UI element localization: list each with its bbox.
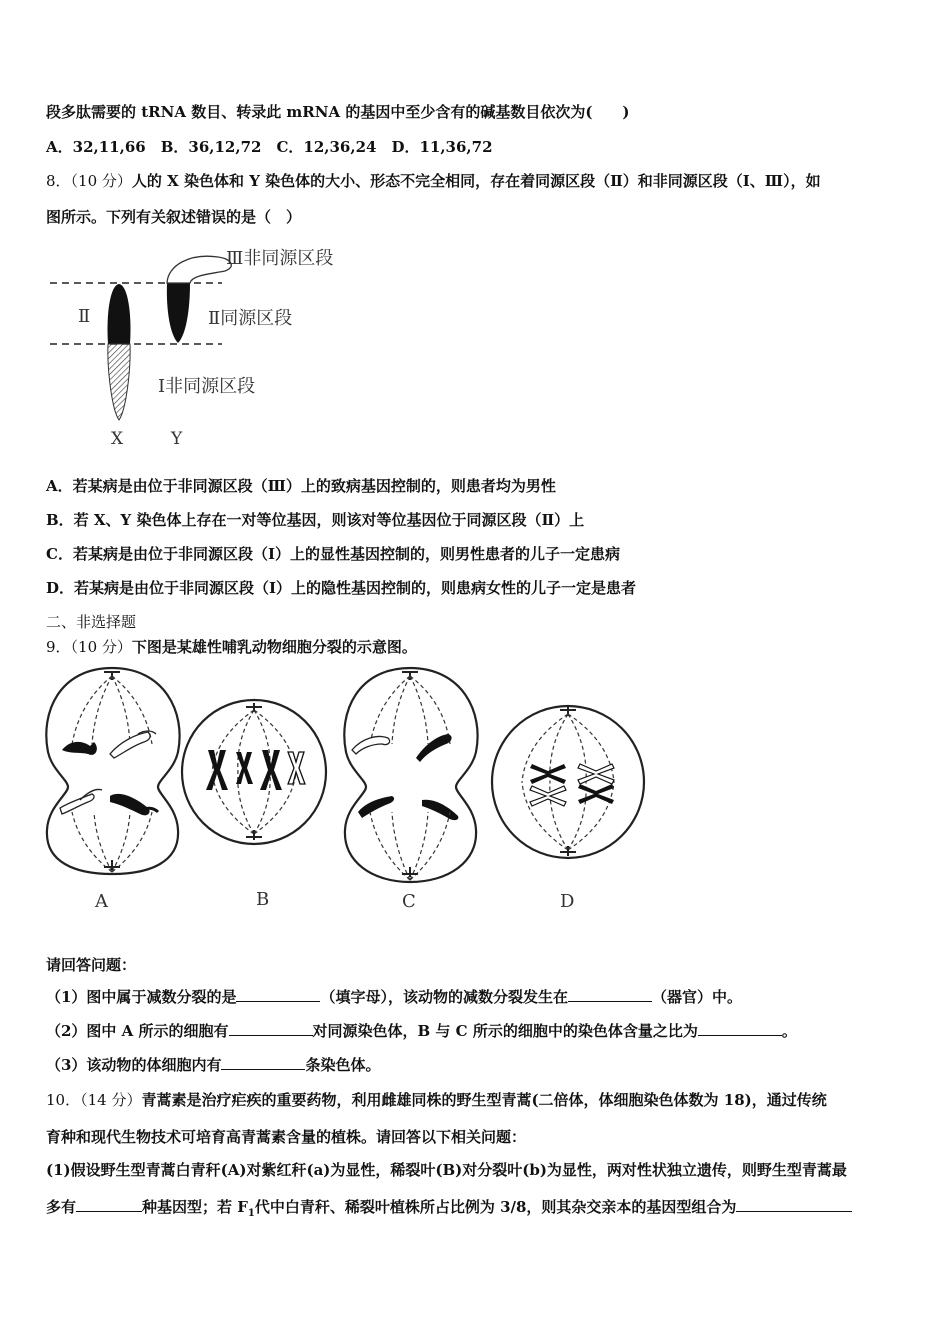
- f1-subscript: 1: [247, 1208, 255, 1219]
- q7-options: A．32,11,66 B．36,12,72 C．12,36,24 D．11,36,72: [46, 138, 493, 156]
- q9-sub3: [46, 1055, 380, 1075]
- q9-sub2: [46, 1021, 797, 1041]
- q8-option-c: C．若某病是由位于非同源区段（Ⅰ）上的显性基因控制的，则男性患者的儿子一定患病: [46, 545, 620, 563]
- cell-c: [344, 668, 477, 882]
- q7-stem-tail: 段多肽需要的 tRNA 数目、转录此 mRNA 的基因中至少含有的碱基数目依次为( ): [46, 103, 630, 121]
- q8-number: 8．（10 分）: [46, 172, 132, 190]
- x-chromosome-homologous: [107, 284, 130, 344]
- q10-part1-line1: (1)假设野生型青蒿白青秆(A)对紫红秆(a)为显性，稀裂叶(B)对分裂叶(b)为显性，两对性状独立遗传，则野生型青蒿最: [46, 1161, 847, 1179]
- cell-label-a: A: [95, 891, 108, 912]
- q10-stem-text: 青蒿素是治疗疟疾的重要药物，利用雌雄同株的野生型青蒿(二倍体，体细胞染色体数为 18)，通过传统: [141, 1091, 827, 1109]
- q10-number: 10．（14 分）: [46, 1091, 142, 1109]
- cell-b: [182, 700, 326, 844]
- q8-option-d: D．若某病是由位于非同源区段（Ⅰ）上的隐性基因控制的，则患病女性的儿子一定是患者: [46, 579, 637, 597]
- cell-a: [46, 668, 179, 874]
- cell-label-b: B: [256, 889, 270, 910]
- q8-stem-line2: 图所示。下列有关叙述错误的是（ ）: [46, 208, 302, 226]
- q10-part1-line2: [46, 1197, 852, 1224]
- q9-sub1-part1: （1）图中属于减数分裂的是: [46, 988, 237, 1006]
- q10-part1-a: 多有: [46, 1198, 77, 1216]
- answer-blank-1[interactable]: [236, 987, 320, 1002]
- q9-sub2-part1: （2）图中 A 所示的细胞有: [46, 1022, 229, 1040]
- cell-division-figure: [40, 662, 660, 917]
- q8-stem-text: 人的 X 染色体和 Y 染色体的大小、形态不完全相同，存在着同源区段（Ⅱ）和非同源区段（Ⅰ、Ⅲ），如: [131, 172, 821, 190]
- y-chromosome-homologous: [167, 283, 190, 343]
- q10-stem-line2: 育种和现代生物技术可培育高青蒿素含量的植株。请回答以下相关问题：: [46, 1128, 527, 1146]
- answer-blank-4[interactable]: [698, 1021, 782, 1036]
- q9-sub3-part1: （3）该动物的体细胞内有: [46, 1056, 222, 1074]
- xy-chromosome-figure: [40, 240, 380, 455]
- q9-number: 9．（10 分）: [46, 638, 132, 656]
- answer-blank-3[interactable]: [229, 1021, 313, 1036]
- q9-stem: [46, 637, 417, 657]
- cell-d: [492, 706, 644, 858]
- cell-label-d: D: [560, 891, 575, 912]
- q9-sub1: [46, 987, 742, 1007]
- q8-stem-line1: [46, 171, 821, 191]
- q10-part1-b: 种基因型；若 F: [142, 1198, 248, 1216]
- q8-option-b: B．若 X、Y 染色体上存在一对等位基因，则该对等位基因位于同源区段（Ⅱ）上: [46, 511, 585, 529]
- q9-sub2-part2: 对同源染色体，B 与 C 所示的细胞中的染色体含量之比为: [312, 1022, 698, 1040]
- x-chromosome-nonhomologous: [108, 344, 130, 420]
- label-III-nonhomologous: Ⅲ非同源区段: [226, 248, 334, 269]
- q9-sub2-part3: 。: [781, 1022, 797, 1040]
- q9-stem-text: 下图是某雄性哺乳动物细胞分裂的示意图。: [131, 638, 417, 656]
- q9-sub1-part2: （填字母），该动物的减数分裂发生在: [320, 988, 568, 1006]
- cell-label-c: C: [402, 891, 416, 912]
- section-title: 二、非选择题: [46, 613, 137, 631]
- answer-blank-7[interactable]: [736, 1197, 852, 1212]
- label-II-left: Ⅱ: [78, 306, 91, 327]
- q10-stem-line1: [46, 1090, 827, 1110]
- label-x: X: [111, 429, 124, 449]
- answer-blank-5[interactable]: [221, 1055, 305, 1070]
- q9-prompt: 请回答问题：: [46, 956, 137, 974]
- answer-blank-2[interactable]: [568, 987, 652, 1002]
- q9-sub3-part2: 条染色体。: [305, 1056, 381, 1074]
- q8-option-a: A．若某病是由位于非同源区段（Ⅲ）上的致病基因控制的，则患者均为男性: [46, 477, 556, 495]
- label-I-nonhomologous: Ⅰ非同源区段: [158, 376, 256, 397]
- q10-part1-c: 代中白青秆、稀裂叶植株所占比例为 3/8，则其杂交亲本的基因型组合为: [254, 1198, 737, 1216]
- q9-sub1-part3: （器官）中。: [651, 988, 742, 1006]
- label-y: Y: [171, 429, 183, 449]
- answer-blank-6[interactable]: [76, 1197, 142, 1212]
- y-chromosome-nonhomologous: [167, 256, 231, 283]
- label-II-homologous: Ⅱ同源区段: [208, 308, 293, 329]
